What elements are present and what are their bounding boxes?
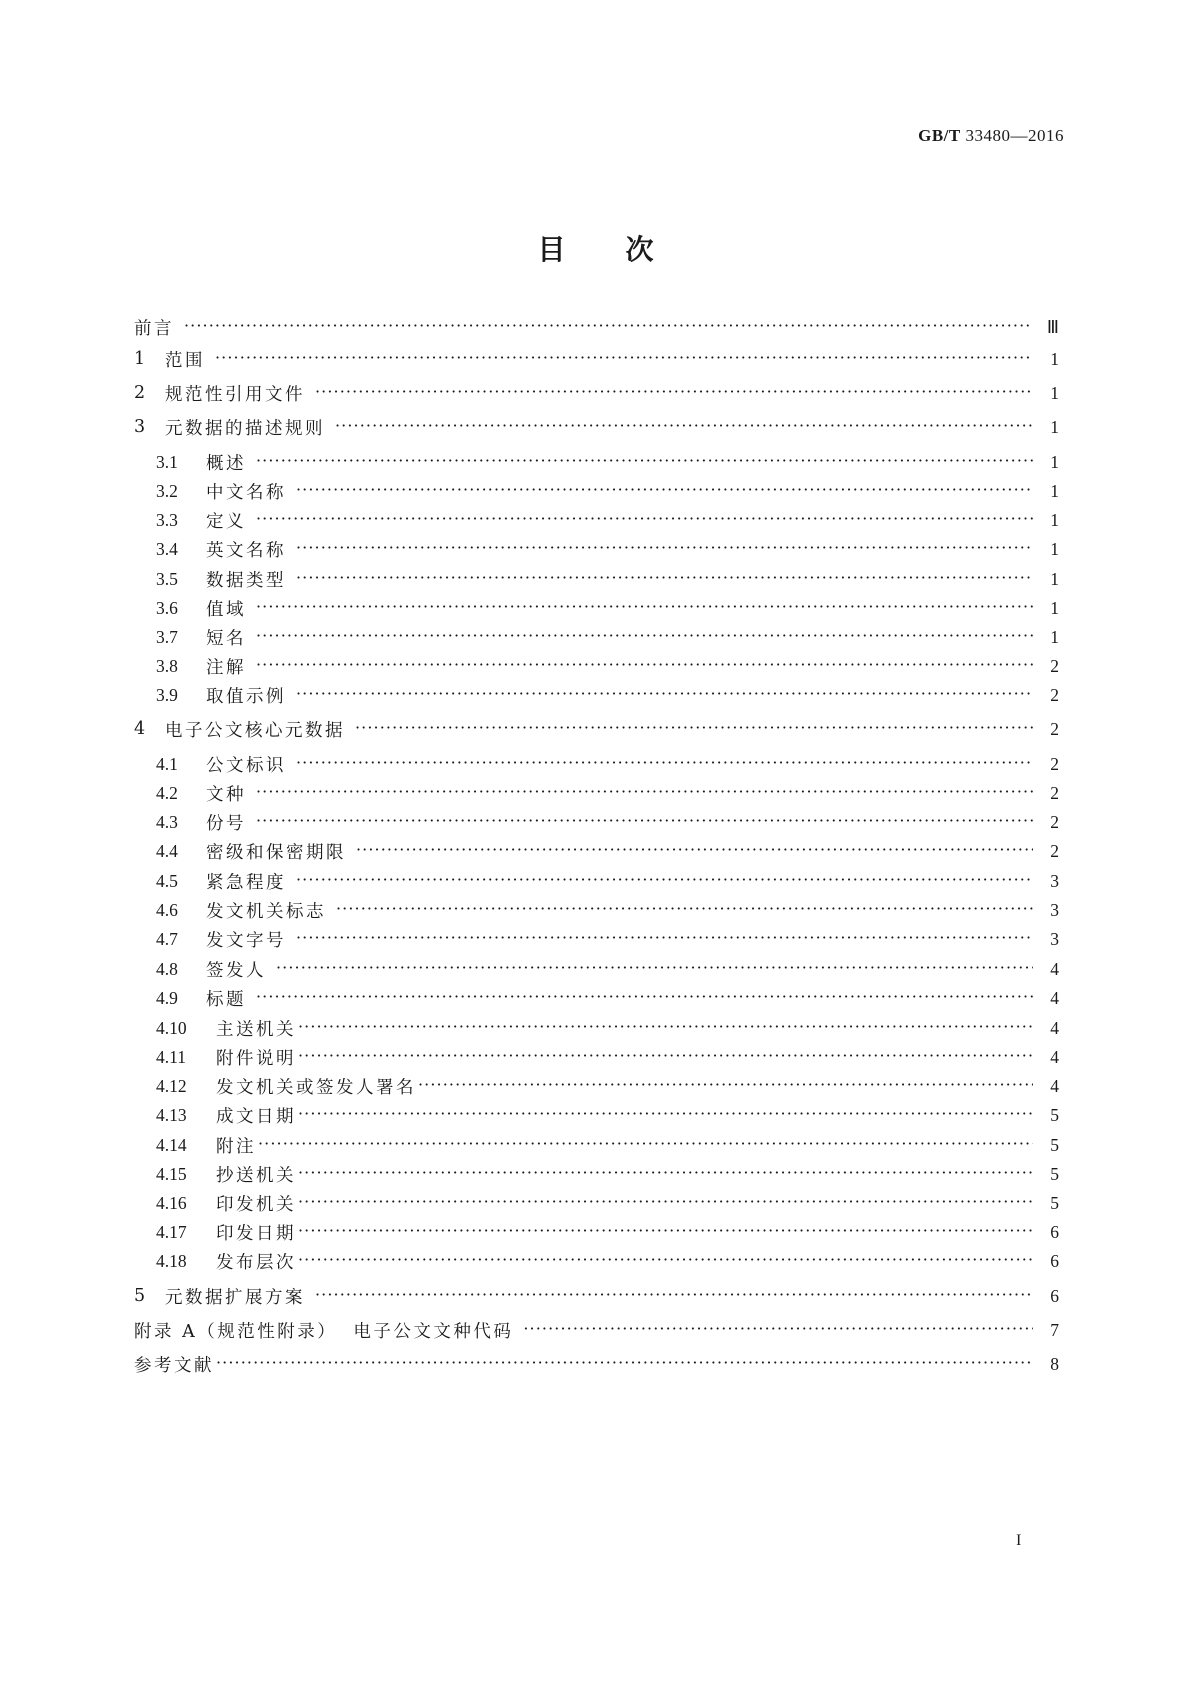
- toc-entry[interactable]: [156, 1132, 1059, 1158]
- toc-entry-page: 2: [1050, 811, 1059, 832]
- toc-entry[interactable]: [134, 414, 1059, 440]
- toc-entry-page: 5: [1050, 1134, 1059, 1155]
- toc-leader-dots: [523, 1317, 1033, 1343]
- toc-entry-label: 主送机关: [216, 1019, 296, 1040]
- toc-entry-label: 标题: [206, 989, 246, 1010]
- toc-entry[interactable]: [156, 985, 1059, 1011]
- toc-entry-page: 4: [1050, 1046, 1059, 1067]
- page-title: 目次: [537, 233, 714, 266]
- toc-entry[interactable]: [156, 897, 1059, 923]
- toc-entry[interactable]: [156, 682, 1059, 708]
- toc-leader-dots: [298, 1044, 1033, 1070]
- toc-entry-number: 4.6: [156, 899, 178, 920]
- toc-entry-page: 6: [1050, 1221, 1059, 1242]
- toc-entry-number: 4.9: [156, 987, 178, 1008]
- toc-entry-number: 3.4: [156, 538, 178, 559]
- toc-entry[interactable]: [156, 1248, 1059, 1274]
- toc-entry-label: 发文机关标志: [206, 901, 326, 922]
- toc-entry[interactable]: [156, 449, 1059, 475]
- toc-entry[interactable]: [134, 1283, 1059, 1309]
- toc-entry-label: 份号: [206, 813, 246, 834]
- toc-entry-label: 规范性引用文件: [165, 384, 305, 405]
- toc-entry-label: 文种: [206, 784, 246, 805]
- toc-entry-number: 3.3: [156, 509, 178, 530]
- toc-entry[interactable]: [156, 1073, 1059, 1099]
- toc-entry-number: 1: [134, 349, 146, 369]
- toc-entry-label: 元数据的描述规则: [165, 418, 325, 439]
- toc-entry[interactable]: [156, 624, 1059, 650]
- toc-entry[interactable]: [134, 1317, 1059, 1343]
- toc-entry-page: 2: [1050, 684, 1059, 705]
- toc-leader-dots: [215, 346, 1033, 372]
- toc-entry-number: 5: [134, 1286, 146, 1306]
- toc-entry-label: 参考文献: [134, 1355, 214, 1376]
- toc-entry[interactable]: [156, 478, 1059, 504]
- toc-entry-label: 附录 A（规范性附录） 电子公文文种代码: [134, 1321, 514, 1342]
- toc-entry-number: 4.13: [156, 1104, 187, 1125]
- toc-entry[interactable]: [156, 926, 1059, 952]
- toc-entry[interactable]: [156, 868, 1059, 894]
- toc-entry-label: 附注: [216, 1136, 256, 1157]
- toc-entry-label: 短名: [206, 628, 246, 649]
- toc-leader-dots: [296, 926, 1033, 952]
- toc-entry-page: 1: [1050, 348, 1059, 369]
- toc-entry-label: 成文日期: [216, 1106, 296, 1127]
- toc-leader-dots: [296, 751, 1033, 777]
- toc-leader-dots: [298, 1015, 1033, 1041]
- toc-entry-label: 英文名称: [206, 540, 286, 561]
- toc-entry-page: 7: [1050, 1319, 1059, 1340]
- toc-leader-dots: [296, 536, 1033, 562]
- toc-entry-label: 值域: [206, 599, 246, 620]
- toc-entry-page: 5: [1050, 1104, 1059, 1125]
- toc-leader-dots: [315, 1283, 1033, 1309]
- page-number: I: [1016, 1532, 1022, 1549]
- toc-entry-page: 2: [1050, 655, 1059, 676]
- toc-entry-page: 1: [1050, 597, 1059, 618]
- toc-entry[interactable]: [134, 346, 1059, 372]
- toc-leader-dots: [184, 314, 1033, 340]
- toc-leader-dots: [298, 1102, 1033, 1128]
- toc-entry-page: 2: [1050, 718, 1059, 739]
- toc-entry[interactable]: [156, 1190, 1059, 1216]
- toc-entry-page: Ⅲ: [1046, 316, 1059, 337]
- toc-leader-dots: [216, 1351, 1033, 1377]
- toc-leader-dots: [256, 595, 1033, 621]
- toc-leader-dots: [256, 507, 1033, 533]
- toc-entry-number: 3.7: [156, 626, 178, 647]
- toc-leader-dots: [336, 897, 1033, 923]
- toc-entry-number: 4.10: [156, 1017, 187, 1038]
- toc-entry-number: 3.8: [156, 655, 178, 676]
- toc-leader-dots: [296, 868, 1033, 894]
- toc-leader-dots: [298, 1219, 1033, 1245]
- toc-entry[interactable]: [156, 1044, 1059, 1070]
- toc-entry-number: 4.16: [156, 1192, 187, 1213]
- toc-entry-number: 2: [134, 383, 146, 403]
- toc-entry-label: 紧急程度: [206, 872, 286, 893]
- toc-entry[interactable]: [156, 809, 1059, 835]
- toc-leader-dots: [276, 956, 1033, 982]
- toc-entry-label: 发文字号: [206, 930, 286, 951]
- toc-entry[interactable]: [156, 780, 1059, 806]
- toc-entry-number: 4.18: [156, 1250, 187, 1271]
- toc-entry[interactable]: [156, 1015, 1059, 1041]
- toc-entry-number: 4.15: [156, 1163, 187, 1184]
- toc-entry-page: 8: [1050, 1353, 1059, 1374]
- toc-entry-page: 1: [1050, 568, 1059, 589]
- toc-entry-page: 1: [1050, 382, 1059, 403]
- standard-prefix: GB/T: [918, 126, 961, 145]
- toc-leader-dots: [298, 1190, 1033, 1216]
- toc-entry-label: 元数据扩展方案: [165, 1287, 305, 1308]
- toc-leader-dots: [335, 414, 1033, 440]
- toc-leader-dots: [256, 985, 1033, 1011]
- toc-leader-dots: [256, 449, 1033, 475]
- toc-entry[interactable]: [156, 751, 1059, 777]
- toc-entry-number: 3.6: [156, 597, 178, 618]
- toc-leader-dots: [418, 1073, 1033, 1099]
- toc-entry[interactable]: [156, 1161, 1059, 1187]
- toc-entry-label: 前言: [134, 318, 174, 339]
- toc-entry-number: 4.14: [156, 1134, 187, 1155]
- toc-entry-page: 4: [1050, 958, 1059, 979]
- toc-leader-dots: [296, 682, 1033, 708]
- toc-entry-page: 3: [1050, 899, 1059, 920]
- toc-entry-page: 1: [1050, 626, 1059, 647]
- toc-entry-page: 1: [1050, 416, 1059, 437]
- toc-entry-label: 抄送机关: [216, 1165, 296, 1186]
- toc-entry-label: 发布层次: [216, 1252, 296, 1273]
- toc-entry-label: 取值示例: [206, 686, 286, 707]
- toc-entry-number: 4.11: [156, 1046, 186, 1067]
- toc-entry[interactable]: [156, 653, 1059, 679]
- toc-entry-page: 6: [1050, 1250, 1059, 1271]
- toc-entry-page: 4: [1050, 1075, 1059, 1096]
- toc-entry-page: 1: [1050, 480, 1059, 501]
- toc-leader-dots: [356, 838, 1033, 864]
- toc-entry-label: 定义: [206, 511, 246, 532]
- toc-entry-number: 4.12: [156, 1075, 187, 1096]
- toc-entry-number: 4.2: [156, 782, 178, 803]
- toc-entry-number: 4.8: [156, 958, 178, 979]
- toc-entry-number: 4.1: [156, 753, 178, 774]
- toc-entry-label: 电子公文核心元数据: [165, 720, 345, 741]
- toc-entry-number: 3.1: [156, 451, 178, 472]
- toc-entry-page: 2: [1050, 782, 1059, 803]
- toc-leader-dots: [256, 624, 1033, 650]
- toc-entry-label: 附件说明: [216, 1048, 296, 1069]
- toc-entry-label: 密级和保密期限: [206, 842, 346, 863]
- toc-entry[interactable]: [156, 1102, 1059, 1128]
- toc-entry[interactable]: [156, 838, 1059, 864]
- toc-entry[interactable]: [156, 507, 1059, 533]
- toc-entry[interactable]: [134, 380, 1059, 406]
- toc-entry[interactable]: [156, 595, 1059, 621]
- toc-leader-dots: [298, 1248, 1033, 1274]
- toc-entry[interactable]: [134, 716, 1059, 742]
- toc-entry-page: 2: [1050, 753, 1059, 774]
- toc-entry-page: 3: [1050, 928, 1059, 949]
- toc-entry-label: 概述: [206, 453, 246, 474]
- toc-entry-label: 发文机关或签发人署名: [216, 1077, 416, 1098]
- toc-entry-label: 范围: [165, 350, 205, 371]
- toc-entry-label: 印发日期: [216, 1223, 296, 1244]
- toc-entry-page: 1: [1050, 538, 1059, 559]
- toc-entry-label: 数据类型: [206, 570, 286, 591]
- toc-entry-number: 3.5: [156, 568, 178, 589]
- toc-entry-number: 4.5: [156, 870, 178, 891]
- toc-entry[interactable]: [156, 956, 1059, 982]
- toc-entry[interactable]: [134, 314, 1059, 340]
- toc-entry-page: 4: [1050, 1017, 1059, 1038]
- toc-leader-dots: [296, 478, 1033, 504]
- toc-entry[interactable]: [156, 536, 1059, 562]
- toc-entry-number: 4.7: [156, 928, 178, 949]
- toc-entry-number: 4.4: [156, 840, 178, 861]
- toc-entry[interactable]: [134, 1351, 1059, 1377]
- toc-entry-number: 4.3: [156, 811, 178, 832]
- toc-entry-number: 3: [134, 417, 146, 437]
- toc-leader-dots: [256, 809, 1033, 835]
- toc-entry-label: 印发机关: [216, 1194, 296, 1215]
- toc-leader-dots: [296, 566, 1033, 592]
- toc-entry-page: 4: [1050, 987, 1059, 1008]
- standard-number: 33480—2016: [965, 126, 1064, 145]
- toc-leader-dots: [298, 1161, 1033, 1187]
- toc-entry-page: 6: [1050, 1285, 1059, 1306]
- toc-entry-page: 1: [1050, 509, 1059, 530]
- toc-leader-dots: [315, 380, 1033, 406]
- toc-leader-dots: [256, 780, 1033, 806]
- toc-entry-page: 3: [1050, 870, 1059, 891]
- toc-entry-label: 签发人: [206, 960, 266, 981]
- toc-entry-number: 3.2: [156, 480, 178, 501]
- toc-entry-number: 4: [134, 719, 146, 739]
- toc-entry-label: 中文名称: [206, 482, 286, 503]
- toc-entry-label: 公文标识: [206, 755, 286, 776]
- toc-leader-dots: [355, 716, 1033, 742]
- toc-entry-label: 注解: [206, 657, 246, 678]
- toc-entry[interactable]: [156, 1219, 1059, 1245]
- toc-entry[interactable]: [156, 566, 1059, 592]
- toc-entry-page: 5: [1050, 1163, 1059, 1184]
- toc-entry-number: 3.9: [156, 684, 178, 705]
- toc-entry-page: 1: [1050, 451, 1059, 472]
- toc-entry-page: 2: [1050, 840, 1059, 861]
- toc-entry-page: 5: [1050, 1192, 1059, 1213]
- toc-leader-dots: [256, 653, 1033, 679]
- toc-entry-number: 4.17: [156, 1221, 187, 1242]
- toc-leader-dots: [258, 1132, 1033, 1158]
